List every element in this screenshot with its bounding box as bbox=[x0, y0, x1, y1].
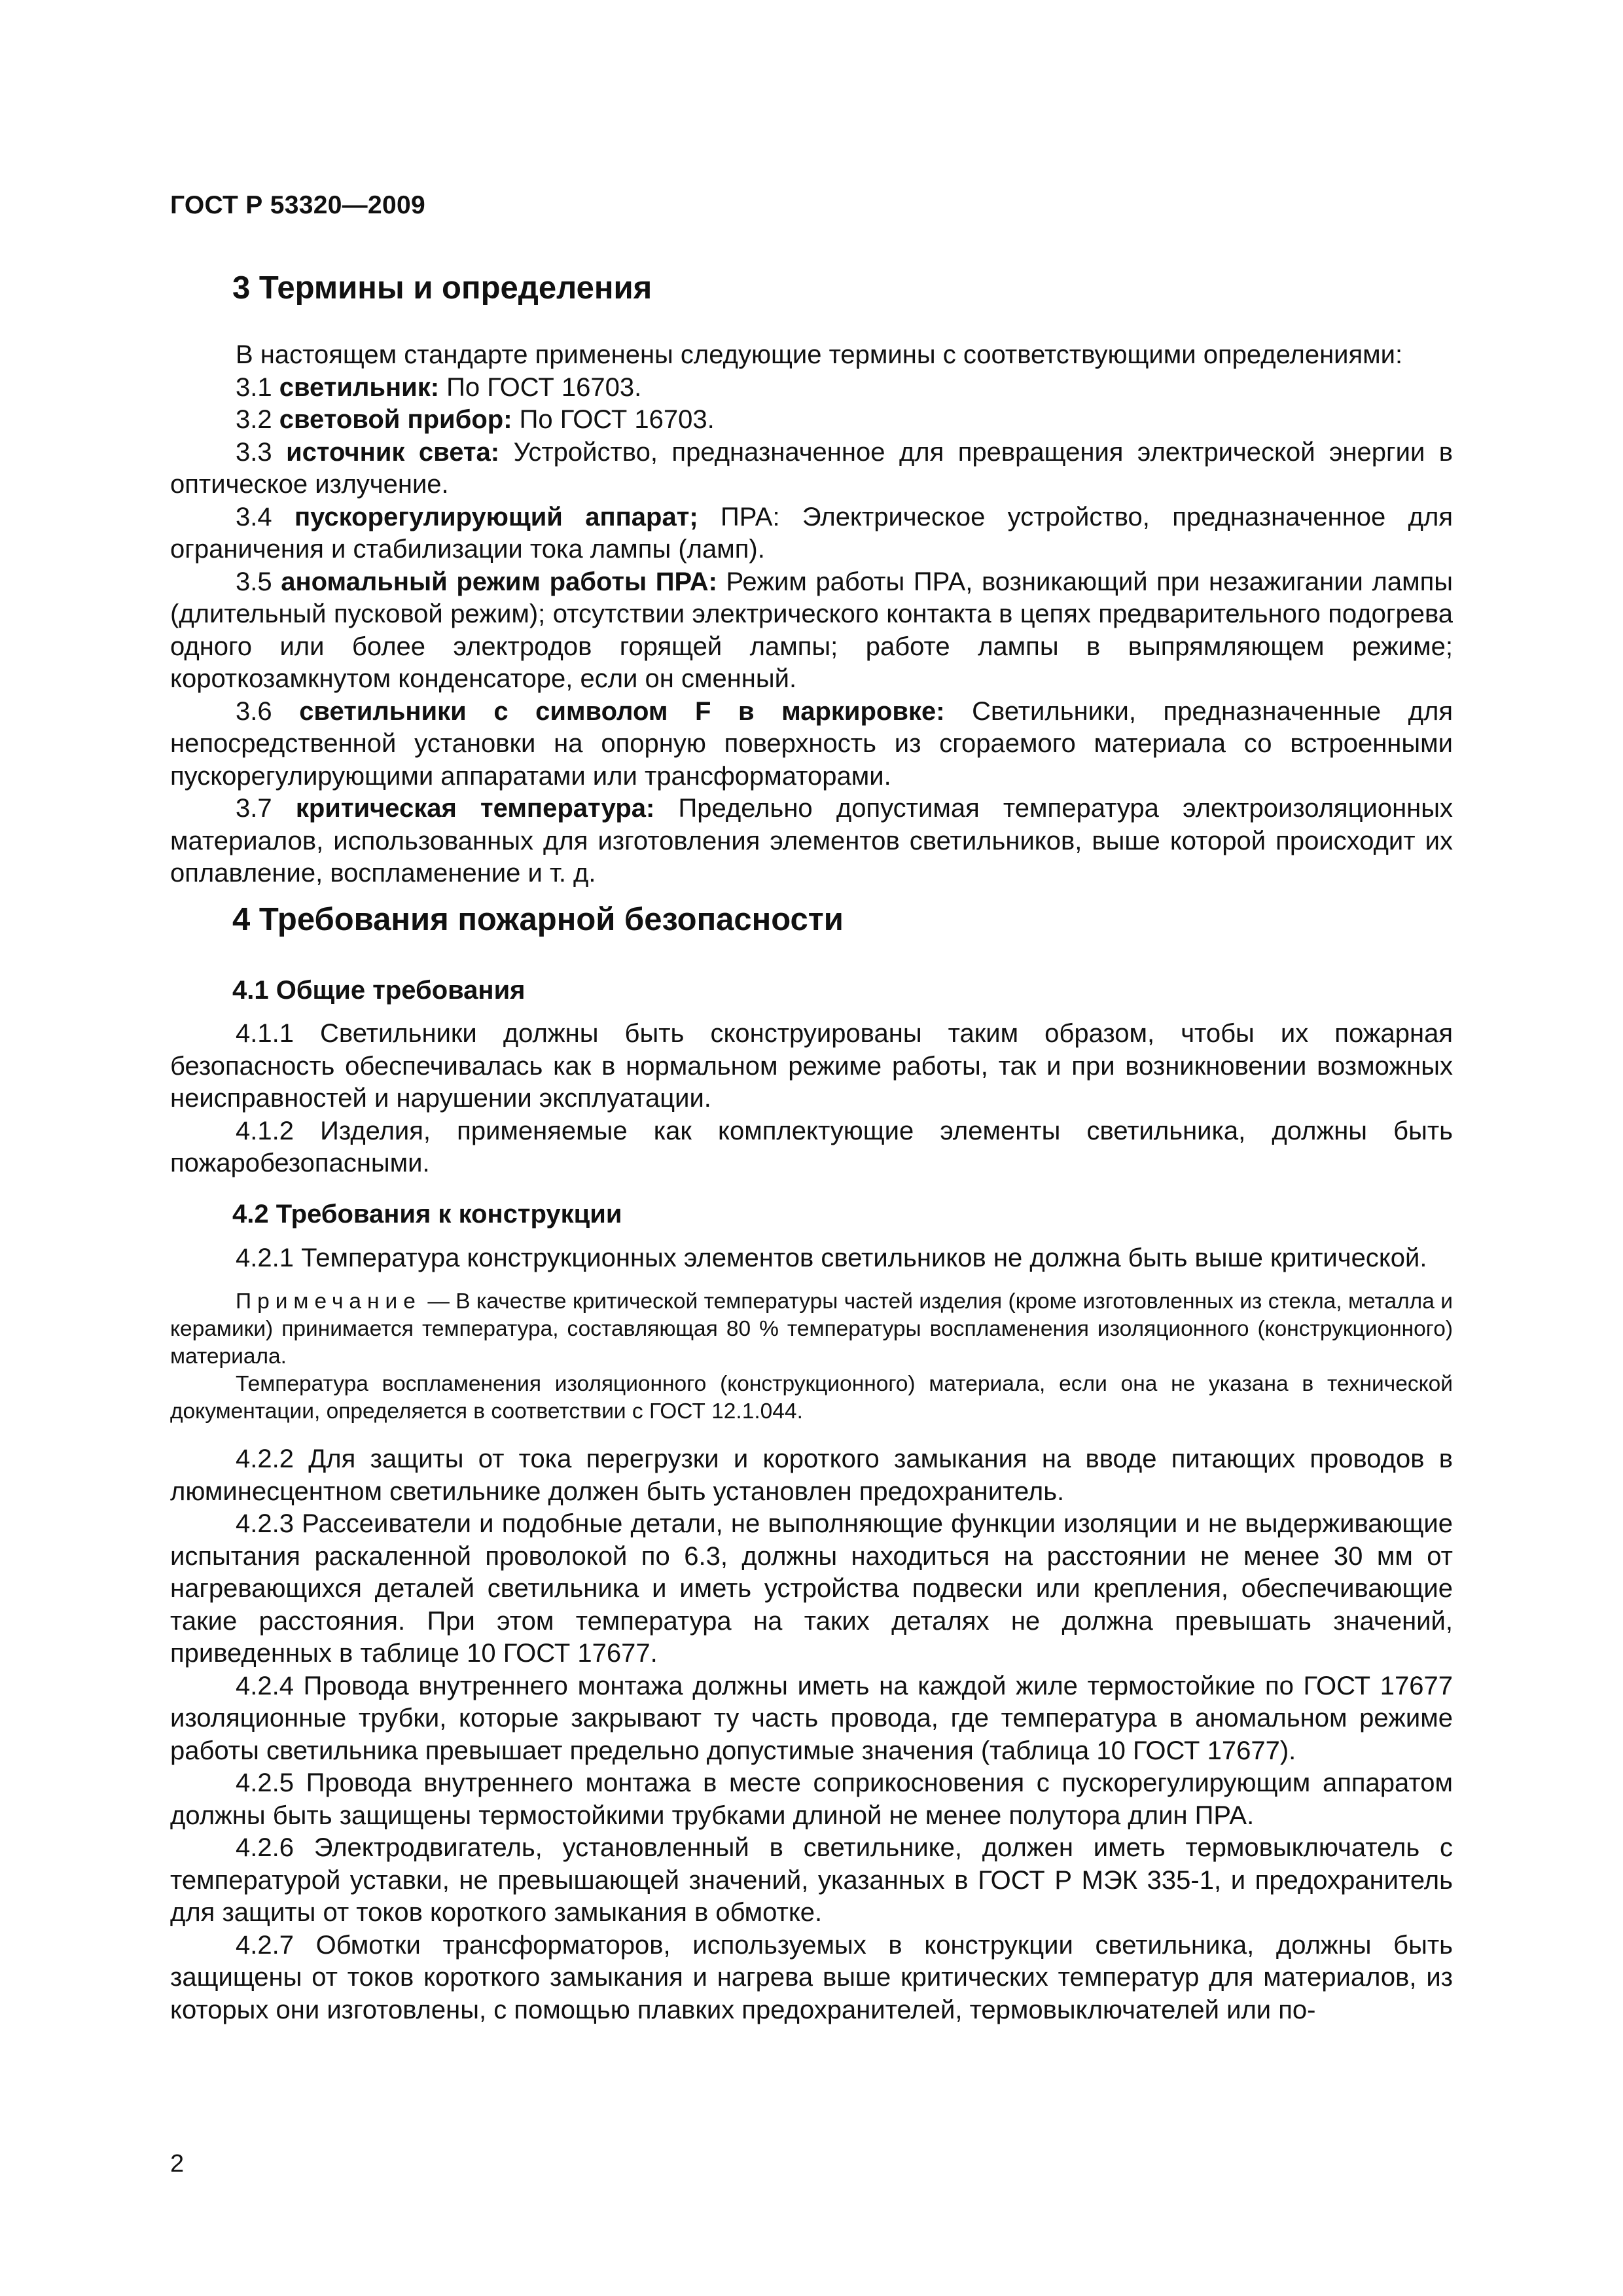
term-item: 3.2 световой прибор: По ГОСТ 16703. bbox=[236, 405, 715, 434]
section-3-intro: В настоящем стандарте применены следующие термины с соответствующими определениями: bbox=[236, 340, 1403, 369]
term-item: 3.4 пускорегулирующий аппарат; ПРА: Электрическое устройство, предназначенное для ограничения и стабилизации тока лампы (ламп). bbox=[170, 502, 1453, 564]
paragraph: 4.1.1 Светильники должны быть сконструированы таким образом, чтобы их пожарная безопасность обеспечивалась как в нормальном режиме работы, так и при возникновении возможных неисправностей и нарушении эксплуатации. bbox=[170, 1019, 1453, 1113]
paragraph: 4.2.7 Обмотки трансформаторов, используемых в конструкции светильника, должны быть защищены от токов короткого замыкания и нагрева выше критических температур для материалов, из которых они изготовлены, с помощью плавких предохранителей, термовыключателей или по- bbox=[170, 1930, 1453, 2024]
note-block bbox=[170, 1288, 1453, 1426]
paragraph: 4.2.5 Провода внутреннего монтажа в месте соприкосновения с пускорегулирующим аппаратом должны быть защищены термостойкими трубками длиной не менее полутора длин ПРА. bbox=[170, 1768, 1453, 1830]
paragraph: 4.2.1 Температура конструкционных элементов светильников не должна быть выше критической. bbox=[236, 1244, 1427, 1272]
section-3-body bbox=[170, 339, 1453, 890]
term-item: 3.3 источник света: Устройство, предназначенное для превращения электрической энергии в оптическое излучение. bbox=[170, 437, 1454, 499]
section-4-title: 4 Требования пожарной безопасности bbox=[232, 902, 844, 937]
subsection-4-1-title: 4.1 Общие требования bbox=[232, 976, 526, 1005]
document-code: ГОСТ Р 53320—2009 bbox=[170, 191, 425, 219]
paragraph: 4.1.2 Изделия, применяемые как комплектующие элементы светильника, должны быть пожаробезопасными. bbox=[170, 1116, 1453, 1177]
subsection-4-2-p1 bbox=[170, 1242, 1453, 1275]
subsection-4-2-title: 4.2 Требования к конструкции bbox=[232, 1200, 622, 1229]
paragraph: 4.2.3 Рассеиватели и подобные детали, не выполняющие функции изоляции и не выдерживающие испытания раскаленной проволокой по 6.3, должны находиться на расстоянии не менее 30 мм от нагревающихся деталей светильника и иметь устройства подвески или крепления, обеспечивающие такие расстояния. При этом температура на таких деталях не должна превышать значений, приведенных в таблице 10 ГОСТ 17677. bbox=[170, 1509, 1453, 1668]
term-item: 3.1 светильник: По ГОСТ 16703. bbox=[236, 372, 642, 402]
note-paragraph: Температура воспламенения изоляционного (конструкционного) материала, если она не указана в технической документации, определяется в соответствии с ГОСТ 12.1.044. bbox=[170, 1372, 1453, 1424]
page-number: 2 bbox=[170, 2150, 185, 2178]
term-item: 3.6 светильники с символом F в маркировке: Светильники, предназначенные для непосредственной установки на опорную поверхность из сгораемого материала со встроенными пускорегулирующими аппаратами или трансформаторами. bbox=[170, 696, 1453, 791]
term-item: 3.5 аномальный режим работы ПРА: Режим работы ПРА, возникающий при незажигании лампы (длительный пусковой режим); отсутствии электрического контакта в цепях предварительного подогрева одного или более электродов горящей лампы; работе лампы в выпрямляющем режиме; короткозамкнутом конденсаторе, если он сменный. bbox=[170, 567, 1453, 693]
note-label: Примечание bbox=[236, 1289, 421, 1314]
term-item: 3.7 критическая температура: Предельно допустимая температура электроизоляционных материалов, использованных для изготовления элементов светильников, выше которой происходит их оплавление, воспламенение и т. д. bbox=[170, 794, 1453, 888]
paragraph: 4.2.4 Провода внутреннего монтажа должны иметь на каждой жиле термостойкие по ГОСТ 17677 изоляционные трубки, которые закрывают ту часть провода, где температура в аномальном режиме работы светильника превышает предельно допустимые значения (таблица 10 ГОСТ 17677). bbox=[170, 1671, 1453, 1765]
subsection-4-2-body bbox=[170, 1443, 1453, 2026]
paragraph: 4.2.2 Для защиты от тока перегрузки и короткого замыкания на вводе питающих проводов в люминесцентном светильнике должен быть установлен предохранитель. bbox=[170, 1444, 1453, 1506]
paragraph: 4.2.6 Электродвигатель, установленный в светильнике, должен иметь термовыключатель с температурой уставки, не превышающей значений, указанных в ГОСТ Р МЭК 335-1, и предохранитель для защиты от токов короткого замыкания в обмотке. bbox=[170, 1833, 1453, 1927]
section-3-title: 3 Термины и определения bbox=[232, 270, 652, 306]
note-paragraph: Примечание — В качестве критической температуры частей изделия (кроме изготовленных из стекла, металла и керамики) принимается температура, составляющая 80 % температуры воспламенения изоляционного (конструкционного) материала. bbox=[170, 1289, 1453, 1369]
subsection-4-1-body bbox=[170, 1018, 1453, 1180]
